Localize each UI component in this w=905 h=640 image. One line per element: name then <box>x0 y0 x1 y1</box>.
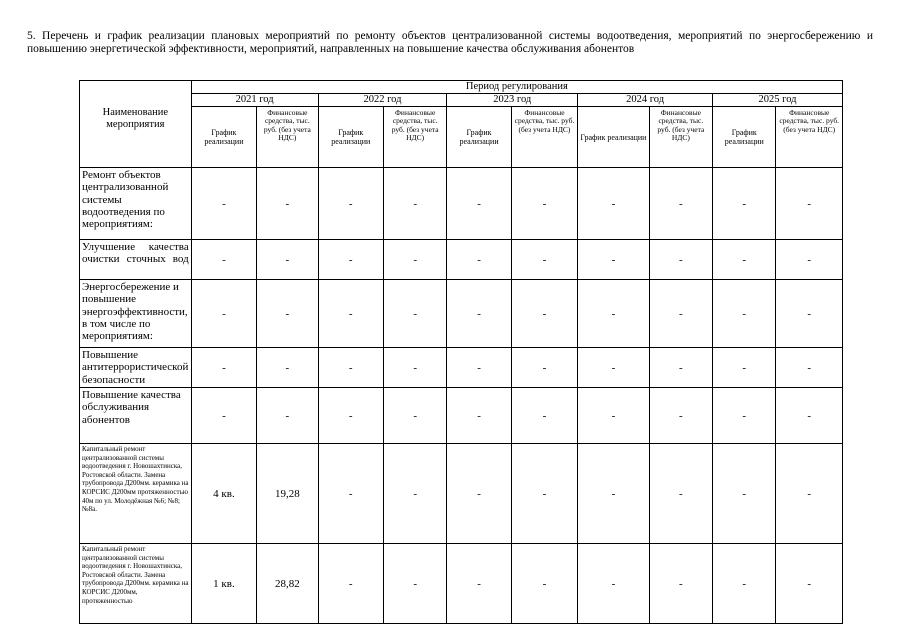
table-row <box>80 280 843 348</box>
schedule-cell: - <box>713 544 776 624</box>
schedule-cell: - <box>447 388 511 444</box>
period-header: Период регулирования <box>191 81 842 94</box>
header-row-subcolumns <box>80 107 843 168</box>
schedule-cell: - <box>578 444 649 544</box>
schedule-cell: - <box>578 280 649 348</box>
finance-cell: - <box>649 544 712 624</box>
schedule-header: График реализации <box>447 107 511 168</box>
row-name: Улучшение качества очистки сточных вод <box>80 240 192 280</box>
schedule-cell: - <box>191 240 256 280</box>
finance-cell: - <box>776 240 843 280</box>
header-row-years <box>80 94 843 107</box>
finance-cell: - <box>776 168 843 240</box>
schedule-cell: - <box>447 544 511 624</box>
finance-cell: - <box>383 544 446 624</box>
schedule-cell: - <box>318 240 383 280</box>
schedule-header: График реализации <box>578 107 649 168</box>
finance-cell: - <box>776 544 843 624</box>
schedule-cell: - <box>713 388 776 444</box>
schedule-cell: - <box>713 280 776 348</box>
finance-cell: - <box>511 348 577 388</box>
finance-cell: - <box>511 544 577 624</box>
schedule-cell: - <box>318 444 383 544</box>
finance-cell: - <box>257 168 318 240</box>
schedule-cell: - <box>578 348 649 388</box>
finance-header: Финансовые средства, тыс. руб. (без учета НДС) <box>649 107 712 168</box>
schedule-cell: - <box>578 544 649 624</box>
schedule-cell: - <box>318 544 383 624</box>
finance-cell: - <box>383 348 446 388</box>
year-header: 2021 год <box>191 94 318 107</box>
schedule-cell: - <box>578 168 649 240</box>
table-row <box>80 444 843 544</box>
finance-header: Финансовые средства, тыс. руб. (без учета НДС) <box>776 107 843 168</box>
finance-cell: - <box>649 280 712 348</box>
schedule-cell: - <box>318 348 383 388</box>
finance-header: Финансовые средства, тыс. руб. (без учета НДС) <box>383 107 446 168</box>
finance-cell: - <box>257 348 318 388</box>
finance-cell: - <box>383 444 446 544</box>
row-name: Энергосбережение и повышение энергоэффективности, в том числе по мероприятиям: <box>80 280 192 348</box>
year-header: 2024 год <box>578 94 713 107</box>
schedule-cell: - <box>713 444 776 544</box>
year-header: 2023 год <box>447 94 578 107</box>
finance-cell: - <box>649 348 712 388</box>
row-name: Повышение качества обслуживания абонентов <box>80 388 192 444</box>
schedule-cell: - <box>318 280 383 348</box>
finance-cell: - <box>649 168 712 240</box>
finance-cell: - <box>383 240 446 280</box>
finance-cell: - <box>649 388 712 444</box>
row-name: Капитальный ремонт централизованной системы водоотведения г. Новошахтинска, Ростовской области. Замена трубопровода Д200мм. керамика на КОРСИС Д200мм протяженностью 40м по ул. Молодёжная №6; №8; №8а. <box>80 444 192 544</box>
finance-cell: - <box>511 444 577 544</box>
schedule-cell: - <box>318 388 383 444</box>
schedule-cell: - <box>447 280 511 348</box>
schedule-cell: - <box>447 240 511 280</box>
schedule-cell: - <box>191 388 256 444</box>
finance-cell: 19,28 <box>257 444 318 544</box>
finance-header: Финансовые средства, тыс. руб. (без учета НДС) <box>257 107 318 168</box>
plan-table <box>79 80 843 624</box>
finance-cell: - <box>257 280 318 348</box>
finance-cell: - <box>776 348 843 388</box>
finance-cell: - <box>776 388 843 444</box>
year-header: 2025 год <box>713 94 843 107</box>
schedule-cell: - <box>713 168 776 240</box>
table-row <box>80 168 843 240</box>
name-column-header: Наименование мероприятия <box>80 81 192 168</box>
table-row <box>80 388 843 444</box>
schedule-cell: - <box>447 168 511 240</box>
schedule-cell: - <box>191 168 256 240</box>
schedule-cell: 4 кв. <box>191 444 256 544</box>
schedule-cell: - <box>713 348 776 388</box>
schedule-cell: - <box>447 444 511 544</box>
finance-cell: - <box>511 240 577 280</box>
finance-header: Финансовые средства, тыс. руб. (без учета НДС) <box>511 107 577 168</box>
schedule-cell: - <box>713 240 776 280</box>
schedule-header: График реализации <box>713 107 776 168</box>
schedule-cell: - <box>318 168 383 240</box>
schedule-cell: 1 кв. <box>191 544 256 624</box>
schedule-cell: - <box>447 348 511 388</box>
finance-cell: - <box>257 388 318 444</box>
section-heading: 5. Перечень и график реализации плановых мероприятий по ремонту объектов централизованной системы водоотведения, мероприятий по энергосбережению и повышению энергетической эффективности, мероприятий, направленных на повышение качества обслуживания абонентов <box>27 30 873 55</box>
finance-cell: - <box>383 168 446 240</box>
row-name: Ремонт объектов централизованной системы водоотведения по мероприятиям: <box>80 168 192 240</box>
table-row <box>80 348 843 388</box>
year-header: 2022 год <box>318 94 447 107</box>
finance-cell: - <box>383 280 446 348</box>
finance-cell: - <box>511 388 577 444</box>
header-row-period <box>80 81 843 94</box>
finance-cell: - <box>649 240 712 280</box>
finance-cell: - <box>511 280 577 348</box>
row-name: Капитальный ремонт централизованной системы водоотведения г. Новошахтинска, Ростовской области. Замена трубопровода Д200мм. керамика на КОРСИС Д200мм, протяженностью <box>80 544 192 624</box>
table-row <box>80 240 843 280</box>
finance-cell: - <box>511 168 577 240</box>
finance-cell: - <box>776 280 843 348</box>
finance-cell: - <box>649 444 712 544</box>
schedule-cell: - <box>578 240 649 280</box>
finance-cell: 28,82 <box>257 544 318 624</box>
schedule-cell: - <box>191 280 256 348</box>
schedule-header: График реализации <box>318 107 383 168</box>
table-row <box>80 544 843 624</box>
row-name: Повышение антитеррористической безопасности <box>80 348 192 388</box>
finance-cell: - <box>776 444 843 544</box>
schedule-header: График реализации <box>191 107 256 168</box>
finance-cell: - <box>257 240 318 280</box>
schedule-cell: - <box>191 348 256 388</box>
schedule-cell: - <box>578 388 649 444</box>
finance-cell: - <box>383 388 446 444</box>
